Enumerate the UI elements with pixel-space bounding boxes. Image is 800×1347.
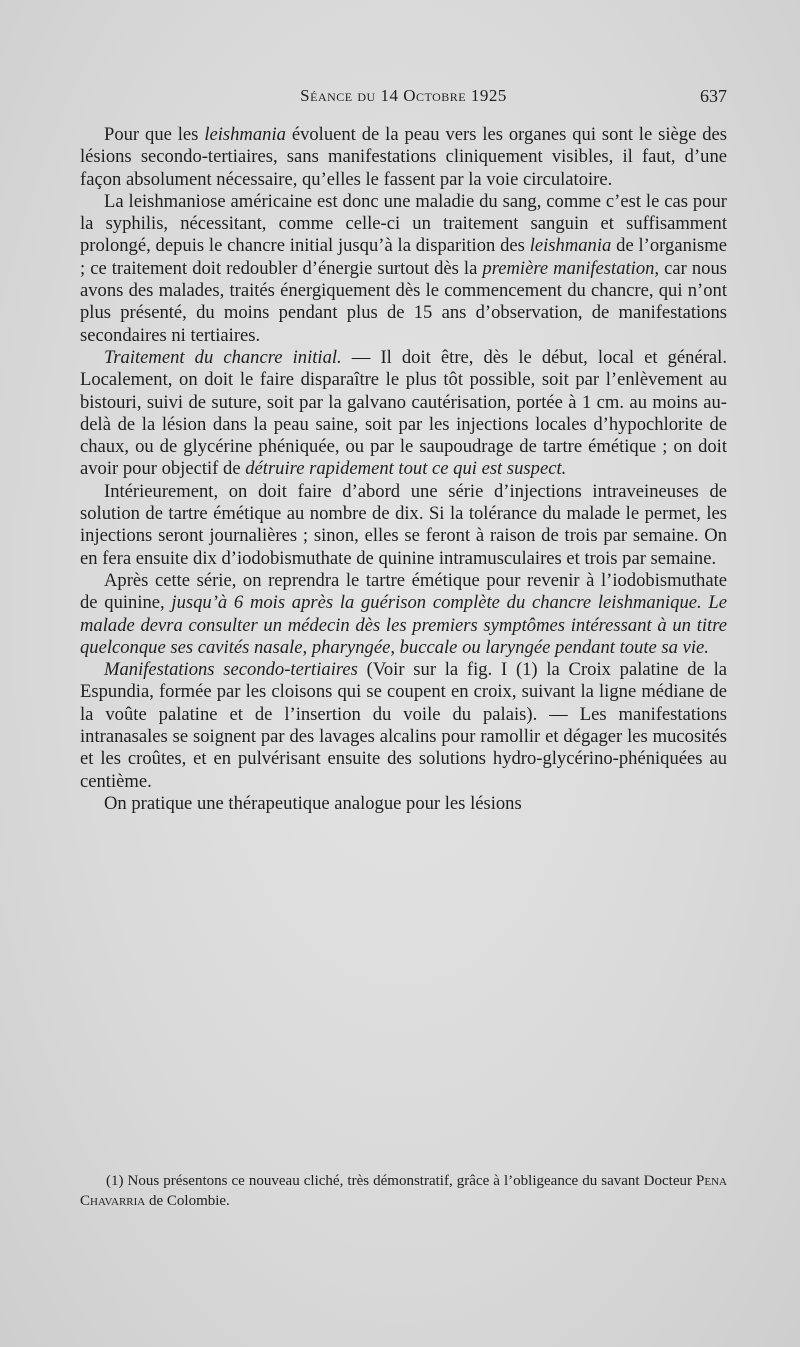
page-header (80, 86, 727, 110)
italic-term: leishmania (204, 124, 286, 145)
paragraph-4: Intérieurement, on doit faire d’abord une série d’injections intraveineuses de solution de tartre émétique au nombre de dix. Si la tolérance du malade le permet, les injections seront journalières ; sinon, elles se feront à raison de trois par semaine. On en fera ensuite dix d’iodobismuthate de quinine intramusculaires et trois par semaine. (80, 480, 727, 569)
paragraph-2: La leishmaniose américaine est donc une maladie du sang, comme c’est le cas pour la syphilis, nécessitant, comme celle-ci un traitement sanguin et suffisamment prolongé, depuis le chancre initial jusqu’à la disparition des leishmania de l’organisme ; ce traitement doit redoubler d’énergie surtout dès la première manifestation, car nous avons des malades, traités énergiquement dès le commencement du chancre, qui n’ont plus présenté, du moins pendant plus de 15 ans d’observation, de manifestations secondaires ni tertiaires. (80, 190, 727, 346)
paragraph-5: Après cette série, on reprendra le tartre émétique pour revenir à l’iodobismuthate de quinine, jusqu’à 6 mois après la guérison complète du chancre leishmanique. Le malade devra consulter un médecin dès les premiers symptômes intéressant à un titre quelconque ses cavités nasale, pharyngée, buccale ou laryngée pendant toute sa vie. (80, 569, 727, 658)
paragraph-1: Pour que les leishmania évoluent de la peau vers les organes qui sont le siège des lésions secondo-tertiaires, sans manifestations cliniquement visibles, il faut, d’une façon absolument nécessaire, qu’elles le fassent par la voie circulatoire. (80, 124, 727, 190)
running-title: Séance du 14 Octobre 1925 (300, 86, 507, 105)
footnote: (1) Nous présentons ce nouveau cliché, très démonstratif, grâce à l’obligeance du savant Docteur Pena Chavarria de Colombie. (80, 1173, 727, 1209)
paragraph-7: On pratique une thérapeutique analogue pour les lésions (104, 792, 522, 814)
footnote-name: Pena Chavarria (80, 1173, 727, 1209)
italic-phrase: première manifestation, (482, 257, 660, 279)
body-text (80, 124, 727, 815)
paragraph-6: Manifestations secondo-tertiaires (Voir sur la fig. I (1) la Croix palatine de la Espundia, formée par les cloisons qui se coupent en croix, suivant la ligne médiane de la voûte palatine et de l’insertion du voile du palais). — Les manifestations intranasales se soignent par des lavages alcalins pour ramollir et dégager les mucosités et les croûtes, et en pulvérisant ensuite des solutions hydro-glycérino-phéniquées au centième. (80, 659, 727, 792)
section-heading-manifestations: Manifestations secondo-tertiaires (104, 659, 358, 681)
paragraph-3: Traitement du chancre initial. — Il doit être, dès le début, local et général. Localement, on doit le faire disparaître le plus tôt possible, soit par l’enlèvement au bistouri, suivi de suture, soit par la galvano cautérisation, portée à 1 cm. au moins au-delà de la lésion dans la peau saine, soit par les injections locales d’hypochlorite de chaux, ou de glycérine phéniquée, ou par le saupoudrage de tartre émétique ; on doit avoir pour objectif de détruire rapidement tout ce qui est suspect. (80, 346, 727, 480)
page-number: 637 (700, 86, 727, 106)
italic-phrase: jusqu’à 6 mois après la guérison complète du chancre leishmanique. Le malade devra consulter un médecin dès les premiers symptômes intéressant à un titre quelconque ses cavités nasale, pharyngée, buccale ou laryngée pendant toute sa vie. (80, 592, 727, 658)
italic-phrase: détruire rapidement tout ce qui est suspect. (245, 458, 567, 480)
italic-term: leishmania (529, 235, 612, 257)
section-heading-chancre: Traitement du chancre initial. (104, 346, 342, 368)
